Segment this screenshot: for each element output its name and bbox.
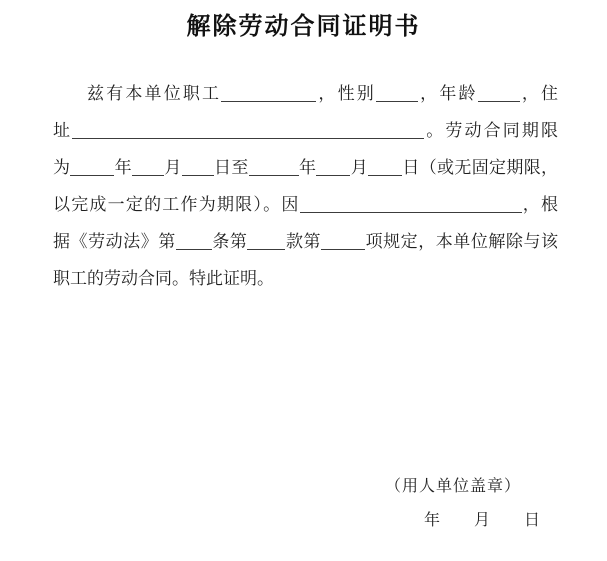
body-text: ，性别 <box>316 84 376 103</box>
blank-start-day <box>182 163 214 176</box>
body-text: 月 <box>350 158 369 177</box>
body-text: 为 <box>53 158 71 177</box>
date-day-label: 日 <box>524 512 541 529</box>
blank-law-article <box>176 237 212 250</box>
date-year-label: 年 <box>424 512 441 529</box>
body-text: 日（或无固定期限， <box>402 158 559 177</box>
body-text: 项规定，本单位解除与该 <box>365 232 559 251</box>
body-text: 职工的劳动合同。特此证明。 <box>53 269 274 288</box>
body-text: ，年龄 <box>417 84 478 103</box>
body-text: ，住 <box>519 84 559 103</box>
body-line-5 <box>53 223 558 260</box>
document-title: 解除劳动合同证明书 <box>186 14 421 40</box>
blank-end-day <box>368 163 402 176</box>
body-text: 址 <box>53 121 73 140</box>
body-text: 款第 <box>285 232 322 251</box>
body-text: ，根 <box>521 195 558 214</box>
body-text: 以完成一定的工作为期限）。因 <box>53 195 300 214</box>
body-line-2 <box>53 112 558 149</box>
blank-gender <box>376 89 418 102</box>
body-text: 年 <box>298 158 317 177</box>
blank-start-year <box>70 163 114 176</box>
blank-address <box>72 126 424 139</box>
blank-age <box>478 89 520 102</box>
blank-employee-name <box>221 89 316 102</box>
blank-end-month <box>316 163 350 176</box>
body-text: 月 <box>164 158 182 177</box>
body-line-4 <box>53 186 558 223</box>
body-text: 据《劳动法》第 <box>53 232 176 251</box>
date-month-label: 月 <box>474 512 491 529</box>
employer-seal-note: （用人单位盖章） <box>385 478 522 495</box>
date-line <box>424 511 540 531</box>
body-text: 兹有本单位职工 <box>87 84 222 103</box>
blank-law-clause <box>247 237 285 250</box>
body-line-3 <box>53 149 558 186</box>
body-text: 。劳动合同期限 <box>424 121 558 140</box>
body-text: 年 <box>114 158 133 177</box>
blank-end-year <box>249 163 299 176</box>
document-body <box>53 75 558 297</box>
body-line-6 <box>53 260 558 297</box>
blank-termination-reason <box>300 200 522 213</box>
blank-law-item <box>321 237 365 250</box>
body-text: 条第 <box>211 232 248 251</box>
body-line-1 <box>53 75 558 112</box>
blank-start-month <box>132 163 164 176</box>
body-text: 日至 <box>213 158 249 177</box>
